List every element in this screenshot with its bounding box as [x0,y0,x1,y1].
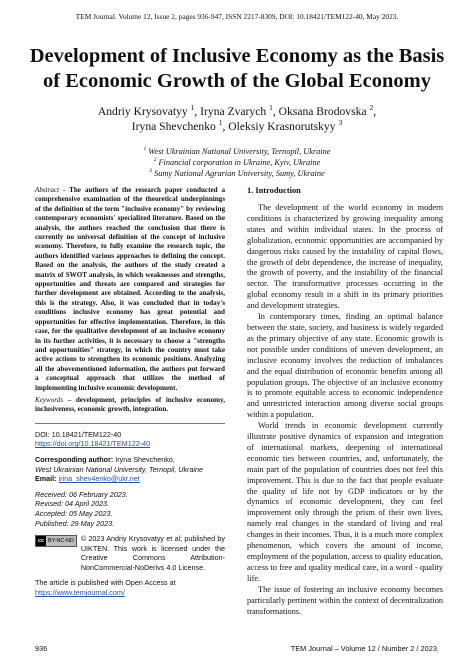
divider [35,423,225,424]
affiliation-text: Sumy National Agrarian University, Sumy, Ukraine [154,169,325,178]
doi-block [35,430,225,449]
corr-label: Corresponding author: [35,454,114,464]
abstract-text: - The authors of the research paper conducted a comprehensive examination of the theoretical underpinnings of the definition of the term "inclusive economy" by reviewing contemporary economists' specialized literature. Based on the analysis, the authors reached the conclusion that there is currently no universal definition of the concept of inclusive economy. Therefore, to fully examine the research topic, the authors identified various approaches to defining the concept. Based on the analysis, the authors of the study created a matrix of SWOT analysis, in which weaknesses and strengths, opportunities and threats are compared and strategies for further development are obtained. According to the analysis, this is the strategy. Also, it was concluded that in today's conditions inclusive economy has great potential and opportunities for effective implementation. Therefore, in this case, for the qualitative development of an inclusive economy in its further activities, it is necessary to choose a "strengths and opportunities" strategy, in which the country must take active actions to strengthen its economic positions. Analyzing all the abovementioned information, the authors put forward a conceptual approach that utilizes the method of implementing inclusive economic development. [35,186,225,392]
affiliation-list [40,146,434,179]
date-line [35,499,225,509]
title-line-1: Development of Inclusive Economy as the Basis [29,45,445,67]
open-access-text: The article is published with Open Access at [35,578,176,588]
author-name: Iryna Shevchenko [131,120,216,133]
keywords [35,396,225,415]
author-affil-mark: 1 [269,103,273,113]
author-affil-mark: 1 [218,118,223,128]
affiliation-mark: 3 [149,168,152,175]
date-label: Published: [35,518,69,528]
affiliation-mark: 1 [143,146,147,153]
date-line [35,519,225,529]
affiliation-text: Financial corporation in Ukraine, Kyiv, Ukraine [158,158,321,167]
doi-label: DOI: 10.18421/TEM122-40 [35,429,122,439]
keywords-label: Keywords [35,395,64,404]
journal-header: TEM Journal. Volume 12, Issue 2, pages 936-947, ISSN 2217-8309, DOI: 10.18421/TEM122-40, May 2023. [75,12,399,21]
author-affil-mark: 2 [369,103,374,113]
date-label: Revised: [35,499,63,509]
left-column [35,186,225,598]
author-line-1: Andriy Krysovatyy $^1$, Iryna Zvarych $^1$, Oksana Brodovska $^2$, [97,103,377,118]
keywords-text: – development, principles of inclusive economy, inclusiveness, economic growth, integration. [35,395,225,414]
page-number: 936 [35,644,48,653]
author-affil-mark: 1 [190,103,195,113]
author-name: Oksana Brodovska [278,105,367,118]
intro-paragraph: The development of the world economy in modern conditions is characterized by growing inequality among states and within individual states. In the process of globalization, economic opportunities are accompanied by dangerous risks caused by the instability of capital flows, the growth of debt dependence, the increase of inequality, the growth of poverty, and the instability of the financial sector. The transformative processes occurring in the global economy result in a shift in its primary priorities and development strategies. [247,203,443,311]
license-block [35,534,225,572]
abstract [35,186,225,393]
corr-name: Iryna Shevchenko, [113,454,175,464]
author-name: Andriy Krysovatyy [97,105,188,118]
dates-block [35,490,225,528]
right-column [247,186,443,617]
date-value: 29 May 2023. [70,518,115,528]
affiliation-text: West Ukrainian National University, Ternopil, Ukraine [148,147,331,156]
title-line-2: of Economic Growth of the Global Economy [43,70,431,92]
author-line-2: Iryna Shevchenko $^1$, Oleksiy Krasnorutskyy $^3$ [131,118,343,133]
affiliation [40,168,434,179]
license-text: © 2023 Andriy Krysovatyy et al; published by UIKTEN. This work is licensed under the Creative Commons Attribution-NonCommercial-NoDerivs 4.0 License. [80,534,225,572]
date-value: 05 May 2023. [68,508,113,518]
email-link[interactable]: irina_shev4enko@ukr.net [58,474,140,484]
date-label: Accepted: [35,508,67,518]
date-label: Received: [35,489,67,499]
author-name: Oleksiy Krasnorutskyy [228,120,336,133]
affiliation-mark: 2 [153,157,157,164]
cc-badge-right: BY-NC-ND [48,538,74,545]
abstract-label: Abstract [35,186,60,194]
intro-paragraph: In contemporary times, finding an optimal balance between the state, society, and business is widely regarded as the primary objective of any state. Economic growth is not possible under conditions of uneven development, an inclusive economy involves the reduction of imbalances and the equal distribution of economic benefits among all population groups. The objective of an inclusive economy is to promote equitable access to economic independence and unrestricted interaction among diverse social groups within a population. [247,312,443,420]
cc-badge-left: cc [38,538,44,545]
email-label: Email: [35,474,57,484]
journal-link[interactable]: https://www.temjournal.com/ [35,588,125,598]
intro-paragraph: The issue of fostering an inclusive economy becomes particularly pertinent within the context of decentralization transformations. [247,584,443,616]
author-affil-mark: 3 [338,118,343,128]
author-list [30,104,444,134]
cc-license-icon[interactable] [35,535,77,547]
corr-affiliation: West Ukrainian National University, Ternopil, Ukraine [35,464,204,474]
author-name: Iryna Zvarych [200,105,267,118]
date-line [35,509,225,519]
corresponding-author-block [35,455,225,484]
date-value: 06 February 2023. [68,489,128,499]
date-line [35,490,225,500]
intro-paragraph: World trends in economic development currently illustrate positive dynamics of expansion and integration of international markets, deepening of international economic ties between countries, and, unfortunately, the main part of the population of countries does not feel this improvement. This is due to the fact that people evaluate the quality of life not by GDP indicators or by the dynamics of economic development, they can feel improvement only through the prism of their own lives, namely real changes in the standard of living and real changes in their incomes. Thus, it is a much more complex phenomenon, which covers the amount of income, employment of the population, access to quality education, access to free and quality medical care, in a word - quality life. [247,421,443,583]
doi-link[interactable]: https://doi.org/10.18421/TEM122-40 [35,439,151,449]
paper-title [20,44,454,94]
affiliation [40,146,434,157]
footer-journal: TEM Journal – Volume 12 / Number 2 / 2023. [290,644,439,653]
section-heading: 1. Introduction [247,186,301,195]
affiliation [40,157,434,168]
date-value: 04 April 2023. [64,499,110,509]
open-access-block [35,578,225,597]
